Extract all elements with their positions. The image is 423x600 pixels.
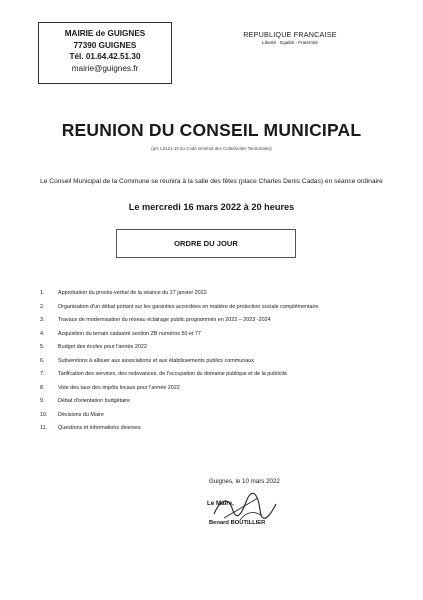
signature-name: Benard BOUTILLIER — [209, 520, 266, 526]
signature-place-date: Guignes, le 10 mars 2022 — [209, 478, 280, 485]
republique-title: REPUBLIQUE FRANCAISE — [243, 30, 337, 39]
intro-text: Le Conseil Municipal de la Commune se réunira à la salle des fêtes (place Charles Denis Cadas) en séance ordinaire — [40, 178, 383, 185]
legal-reference: (art. L2121-10 du Code Général des Collectivités Territoriales) — [151, 146, 272, 151]
agenda-item: 3. Travaux de modernisation du réseau éclairage public programmés en 2022 – 2023 -2024 — [40, 317, 271, 323]
agenda-item: 1. Approbation du procès-verbal de la séance du 27 janvier 2022 — [40, 290, 207, 296]
mairie-address-box — [38, 22, 172, 84]
agenda-item: 4. Acquisition du terrain cadastré section ZB numéros 50 et 77 — [40, 330, 201, 337]
agenda-item: 6. Subventions à allouer aux associations et aux établissements publics communaux — [40, 357, 254, 364]
agenda-item: 11. Questions et informations diverses — [40, 425, 141, 431]
meeting-date: Le mercredi 16 mars 2022 à 20 heures — [128, 202, 295, 212]
page-title: REUNION DU CONSEIL MUNICIPAL — [61, 120, 362, 140]
agenda-item: 8. Vote des taux des impôts locaux pour l'année 2022 — [40, 384, 180, 391]
mairie-postal: 77390 GUIGNES — [73, 40, 137, 50]
mairie-email: mairie@guignes.fr — [71, 63, 139, 73]
ordre-du-jour-label: ORDRE DU JOUR — [174, 239, 238, 248]
agenda-item: 10. Décisions du Maire — [40, 411, 104, 418]
agenda-item: 5. Budget des écoles pour l'année 2022 — [40, 344, 147, 350]
republique-motto: Liberté · Egalité · Fraternité — [262, 40, 318, 45]
republique-header — [230, 30, 350, 45]
ordre-du-jour-box — [116, 229, 296, 258]
agenda-item: 9. Débat d'orientation budgétaire — [40, 398, 131, 404]
agenda-list — [36, 289, 376, 438]
handwritten-signature-icon — [210, 492, 280, 522]
agenda-item: 2. Organisation d'un débat portant sur les garanties accordées en matière de protection sociale complémentaire — [40, 303, 319, 310]
agenda-item: 7. Tarification des services, des redevances, de l'occupation du domaine publique et de la publicité — [40, 371, 288, 377]
mairie-phone: Tél. 01.64.42.51.30 — [69, 52, 141, 61]
signature-title: Le Maire, — [207, 500, 234, 507]
mairie-name: MAIRIE de GUIGNES — [64, 29, 146, 38]
